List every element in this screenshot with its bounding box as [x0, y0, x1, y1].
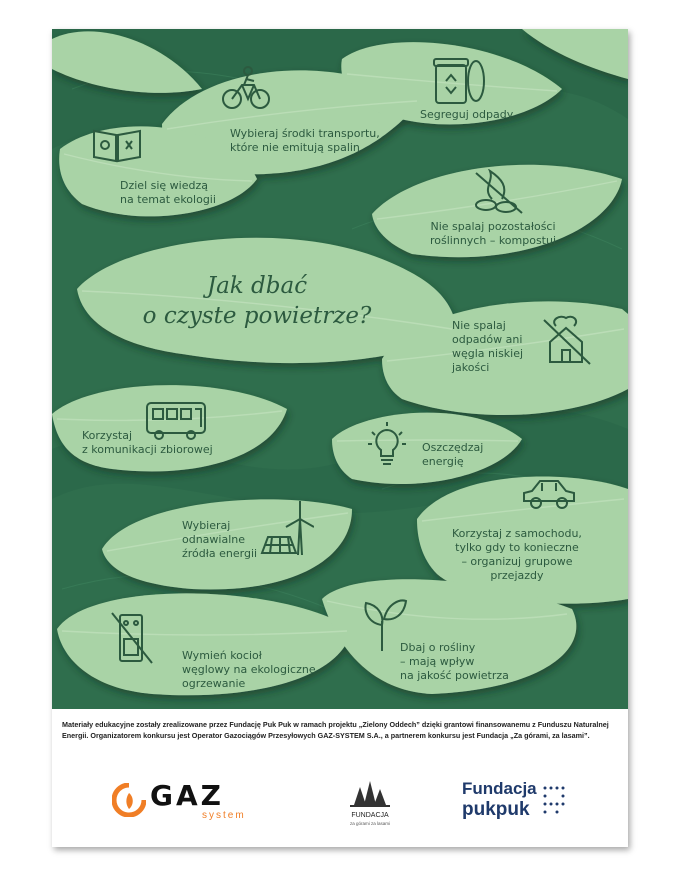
tip-renewable-line2: odnawialne [182, 533, 246, 546]
pukpuk-logo-line2: pukpuk [462, 799, 530, 820]
tip-knowledge [120, 179, 216, 207]
tip-car-line3: – organizuj grupowe [461, 555, 573, 568]
recycle-bin-icon [432, 53, 486, 107]
fundacja-logo-line2: za górami za lasami [349, 821, 390, 826]
tip-waste-line1: Segreguj odpady [420, 108, 514, 121]
dots-pattern-icon [542, 785, 566, 815]
poster-sheet [52, 29, 628, 847]
tip-knowledge-line2: na temat ekologii [120, 193, 216, 206]
car-icon [520, 477, 578, 511]
tip-car-line4: przejazdy [490, 569, 544, 582]
tip-coal-line3: węgla niskiej [452, 347, 524, 360]
pukpuk-logo-line1: Fundacja [462, 779, 537, 798]
tip-renewable [182, 519, 257, 561]
poster-title-line2: o czyste powietrze? [142, 303, 372, 329]
tip-car-line1: Korzystaj z samochodu, [452, 527, 582, 540]
fundacja-pukpuk-logo [462, 779, 572, 825]
tip-compost [430, 220, 556, 248]
tip-coal-line4: jakości [452, 361, 490, 374]
lightbulb-icon [368, 422, 406, 470]
tip-plants [400, 641, 509, 683]
tip-plants-line1: Dbaj o rośliny [400, 641, 476, 654]
wind-solar-icon [260, 499, 314, 555]
poster-title [142, 271, 372, 331]
gaz-logo-text: GAZ [150, 779, 224, 812]
flame-icon [112, 783, 146, 817]
tip-transport-line2: które nie emitują spalin [230, 141, 360, 154]
no-smoking-house-icon [542, 314, 592, 366]
fundacja-logo-line1: FUNDACJA [351, 812, 389, 819]
book-icon [92, 127, 142, 163]
tip-knowledge-line1: Dziel się wiedzą [120, 179, 208, 192]
tip-plants-line2: – mają wpływ [400, 655, 475, 668]
tip-boiler-line3: ogrzewanie [182, 677, 246, 690]
tip-bus-line1: Korzystaj [82, 429, 133, 442]
tip-coal-line1: Nie spalaj [452, 319, 506, 332]
footer-credits: Materiały edukacyjne zostały zrealizowane przez Fundację Puk Puk w ramach projektu „Zielony Oddech” dzięki grantowi finansowanemu z Funduszu Naturalnej Energii. Organizatorem konkursu jest Operator Gazociągów Przesyłowych GAZ-SYSTEM S.A., a partnerem konkursu jest Fundacja „Za górami, za lasami”. [62, 720, 609, 740]
tip-energy [422, 441, 483, 469]
no-coal-boiler-icon [110, 611, 154, 665]
tip-bus-line2: z komunikacji zbiorowej [82, 443, 213, 456]
tip-boiler [182, 649, 316, 691]
tip-boiler-line1: Wymień kocioł [182, 649, 262, 662]
tip-waste [420, 108, 513, 122]
poster-illustration [52, 29, 628, 709]
bicycle-icon [222, 65, 270, 111]
tip-renewable-line1: Wybieraj [182, 519, 231, 532]
no-burning-leaves-icon [472, 169, 526, 215]
castle-forest-icon [350, 777, 390, 807]
tip-energy-line1: Oszczędzaj [422, 441, 484, 454]
tip-boiler-line2: węglowy na ekologiczne [182, 663, 316, 676]
tip-bus [82, 429, 213, 457]
tip-transport [230, 127, 380, 155]
gaz-system-logo [112, 781, 282, 823]
tip-energy-line2: energię [422, 455, 464, 468]
tip-coal [452, 319, 523, 375]
fundacja-zagorami-logo [335, 777, 405, 831]
tip-car [452, 527, 582, 583]
tip-compost-line2: roślinnych – kompostuj [430, 234, 557, 247]
tip-plants-line3: na jakość powietrza [400, 669, 509, 682]
tip-renewable-line3: źródła energii [182, 547, 258, 560]
tip-transport-line1: Wybieraj środki transportu, [230, 127, 380, 140]
gaz-logo-subtext: system [202, 810, 246, 821]
poster-title-line1: Jak dbać [206, 273, 308, 299]
tip-car-line2: tylko gdy to konieczne [455, 541, 579, 554]
tip-coal-line2: odpadów ani [452, 333, 523, 346]
tip-compost-line1: Nie spalaj pozostałości [430, 220, 556, 233]
